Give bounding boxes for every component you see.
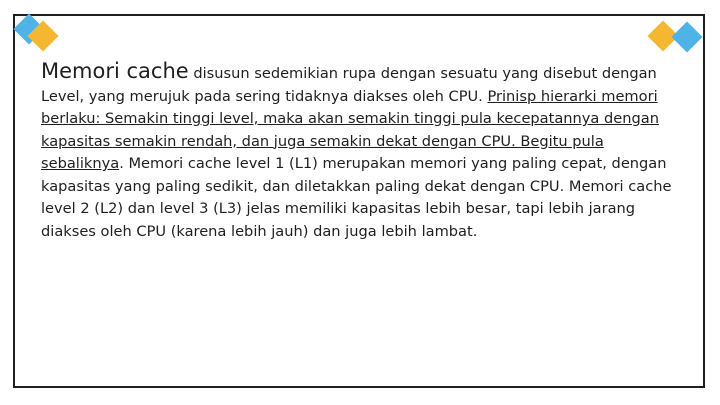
body-text-underlined: Prinisp hierarki memori berlaku: Semakin tinggi level, maka akan semakin tinggi pula kecepatannya dengan kapasitas semakin rendah, dan juga semakin dekat dengan CPU. Begitu pula sebaliknya xyxy=(41,87,659,172)
body-text-intro: disusun sedemikian rupa dengan sesuatu yang disebut dengan Level, yang merujuk pada sering tidaknya diakses oleh CPU. xyxy=(41,65,657,105)
slide-title: Memori cache xyxy=(41,59,189,83)
body-text-rest: . Memori cache level 1 (L1) merupakan memori yang paling cepat, dengan kapasitas yang paling sedikit, dan diletakkan paling dekat dengan CPU. Memori cache level 2 (L2) dan level 3 (L3) jelas memiliki kapasitas lebih besar, tapi lebih jarang diakses oleh CPU (karena lebih jauh) dan juga lebih lambat. xyxy=(41,155,672,240)
slide-body xyxy=(41,60,689,243)
